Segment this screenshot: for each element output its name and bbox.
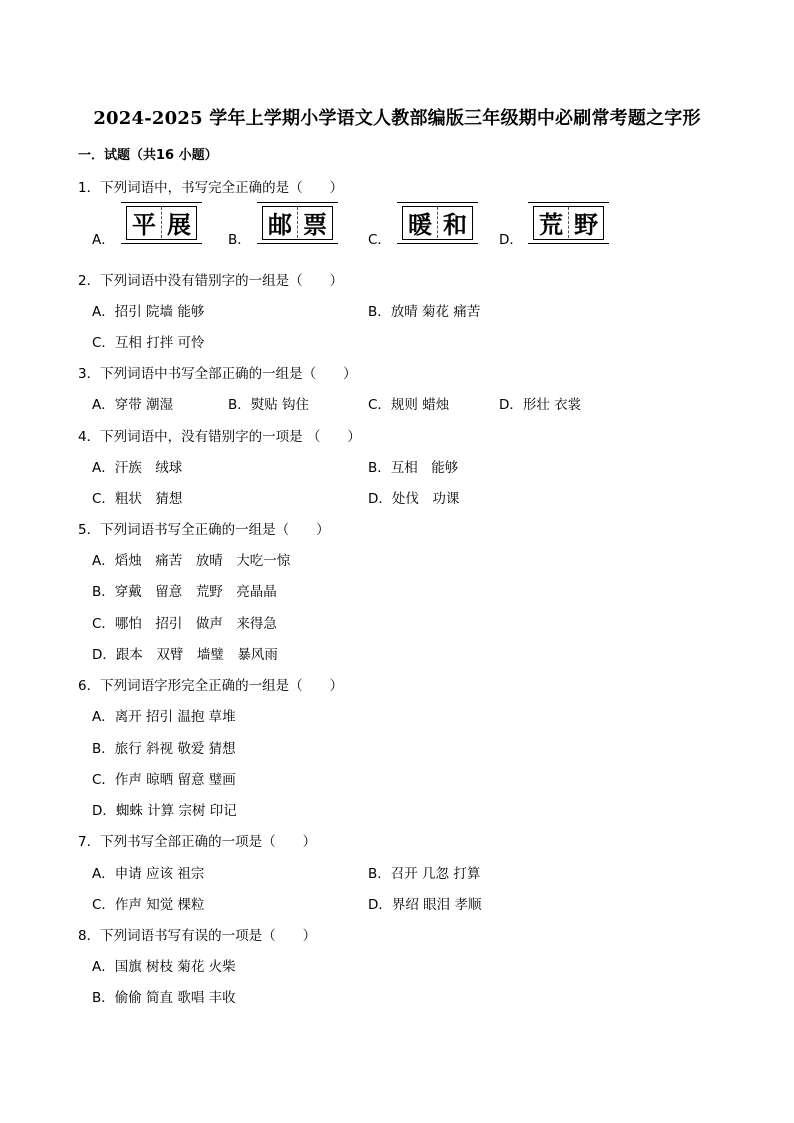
question-4-option-c[interactable]: C．粗状 猜想: [92, 491, 183, 507]
question-1-option-c[interactable]: [368, 206, 488, 252]
character-grid-image: [533, 206, 604, 240]
question-2-option-b[interactable]: B．放晴 菊花 痛苦: [368, 304, 481, 320]
question-6-stem: 6．下列词语字形完全正确的一组是（ ）: [78, 678, 344, 694]
character-cell: 邮: [268, 210, 292, 239]
question-4-stem: 4．下列词语中，没有错别字的一项是 （ ）: [78, 429, 361, 445]
question-4-option-a[interactable]: A．汗族 绒球: [92, 460, 183, 476]
option-label: B．: [228, 232, 251, 248]
option-label: A．: [92, 232, 115, 248]
option-label: D．: [499, 232, 523, 248]
question-8-option-a[interactable]: A．国旗 树枝 菊花 火柴: [92, 959, 236, 975]
question-8-stem: 8．下列词语书写有误的一项是（ ）: [78, 928, 317, 944]
character-cell: 平: [132, 210, 156, 239]
character-cell: 荒: [539, 210, 563, 239]
section-heading: 一．试题（共16 小题）: [78, 148, 218, 163]
question-7-stem: 7．下列书写全部正确的一项是（ ）: [78, 834, 317, 850]
question-6-option-d[interactable]: D．蜘蛛 计算 宗树 印记: [92, 803, 237, 819]
question-3-stem: 3．下列词语中书写全部正确的一组是（ ）: [78, 366, 357, 382]
question-1-option-b[interactable]: [228, 206, 348, 252]
question-8-option-b[interactable]: B．偷偷 简直 歌唱 丰收: [92, 990, 236, 1006]
page-title: 2024-2025 学年上学期小学语文人教部编版三年级期中必刷常考题之字形: [93, 108, 701, 129]
question-5-option-c[interactable]: C．哪怕 招引 做声 来得急: [92, 616, 277, 632]
question-4-option-b[interactable]: B．互相 能够: [368, 460, 459, 476]
question-3-option-a[interactable]: A．穿带 潮湿: [92, 397, 174, 413]
question-7-option-a[interactable]: A．申请 应该 祖宗: [92, 866, 205, 882]
character-grid-image: [126, 206, 197, 240]
question-3-option-d[interactable]: D．形壮 衣裳: [499, 397, 582, 413]
character-grid-image: [262, 206, 333, 240]
question-6-option-c[interactable]: C．作声 晾晒 留意 璧画: [92, 772, 236, 788]
question-2-stem: 2．下列词语中没有错别字的一组是（ ）: [78, 273, 344, 289]
question-5-stem: 5．下列词语书写全正确的一组是（ ）: [78, 522, 330, 538]
question-1-stem: 1．下列词语中，书写完全正确的是（ ）: [78, 180, 344, 196]
character-grid-image: [402, 206, 473, 240]
question-6-option-b[interactable]: B．旅行 斜视 敬爱 猜想: [92, 741, 236, 757]
question-5-option-d[interactable]: D．跟本 双臂 墙璧 暴风雨: [92, 647, 278, 663]
character-cell: 暖: [408, 210, 432, 239]
question-3-option-b[interactable]: B．熨贴 钩住: [228, 397, 310, 413]
option-label: C．: [368, 232, 391, 248]
character-cell: 票: [297, 207, 332, 238]
question-7-option-c[interactable]: C．作声 知觉 棵粒: [92, 897, 205, 913]
question-2-option-c[interactable]: C．互相 打拌 可怜: [92, 335, 205, 351]
character-cell: 野: [568, 207, 603, 238]
question-4-option-d[interactable]: D．处伐 功课: [368, 491, 460, 507]
character-cell: 展: [161, 207, 196, 238]
character-cell: 和: [437, 207, 472, 238]
question-5-option-b[interactable]: B．穿戴 留意 荒野 亮晶晶: [92, 584, 277, 600]
question-2-option-a[interactable]: A．招引 院墙 能够: [92, 304, 205, 320]
question-1-option-d[interactable]: [499, 206, 619, 252]
question-7-option-d[interactable]: D．界绍 眼泪 孝顺: [368, 897, 482, 913]
question-5-option-a[interactable]: A．熖烛 痛苦 放晴 大吃一惊: [92, 553, 291, 569]
question-1-option-a[interactable]: [92, 206, 212, 252]
question-3-option-c[interactable]: C．规则 蜡烛: [368, 397, 450, 413]
question-7-option-b[interactable]: B．召开 几忽 打算: [368, 866, 481, 882]
question-6-option-a[interactable]: A．离开 招引 温抱 草堆: [92, 709, 236, 725]
